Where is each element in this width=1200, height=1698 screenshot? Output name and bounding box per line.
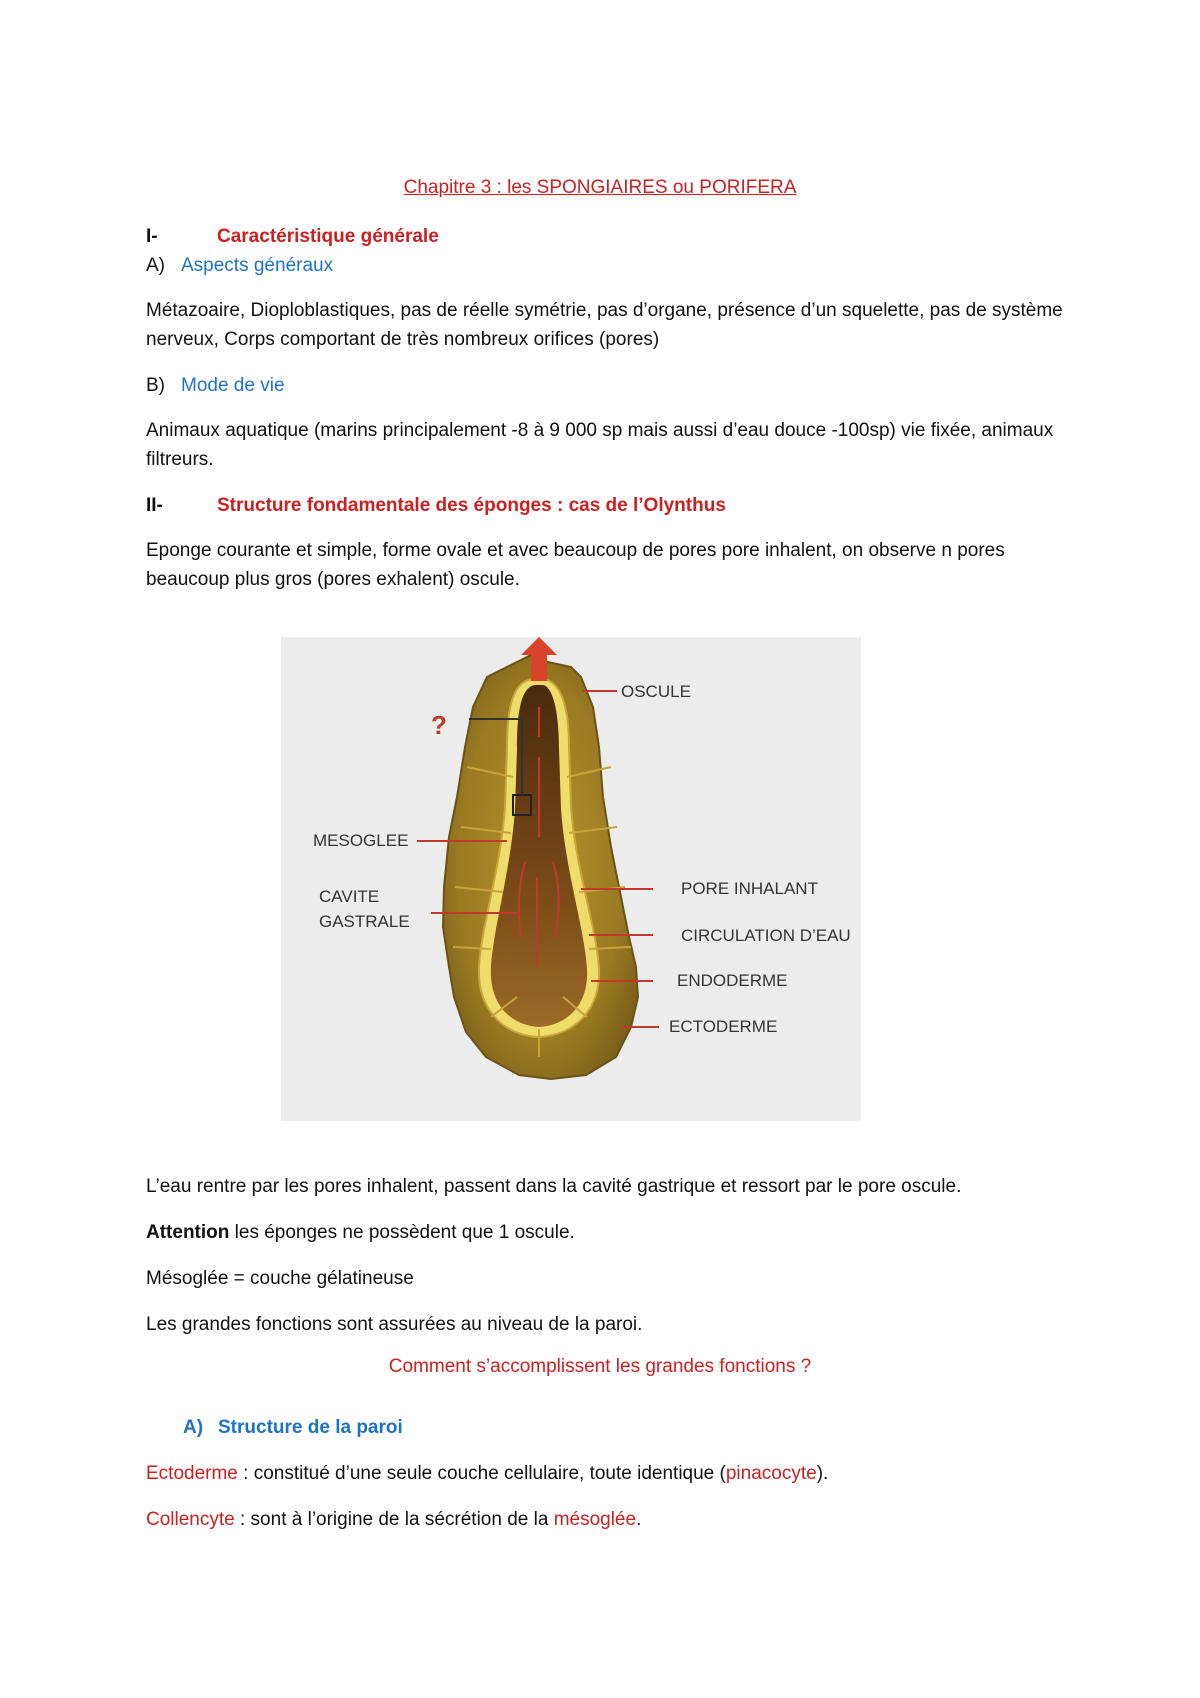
- label-circulation: CIRCULATION D’EAU: [681, 926, 851, 945]
- paragraph-mesoglee: Mésoglée = couche gélatineuse: [146, 1268, 414, 1289]
- attention-text: les éponges ne possèdent que 1 oscule.: [229, 1222, 575, 1243]
- paragraph-water-flow: L’eau rentre par les pores inhalent, passent dans la cavité gastrique et ressort par le pore oscule.: [146, 1176, 962, 1197]
- ectoderme-text-1: : constitué d’une seule couche cellulaire, toute identique (: [237, 1463, 726, 1484]
- subsection-heading-b: [146, 371, 1076, 400]
- term-collencyte: Collencyte: [146, 1509, 235, 1530]
- label-endoderme: ENDODERME: [677, 971, 788, 990]
- term-mesoglee: mésoglée: [553, 1509, 637, 1530]
- collencyte-text-1: : sont à l’origine de la sécrétion de la: [234, 1509, 554, 1530]
- section-heading-1: [146, 222, 1076, 251]
- subsection-number: A): [146, 255, 165, 276]
- subsection-title: Mode de vie: [181, 375, 285, 396]
- section-heading-2: [146, 491, 1076, 520]
- paragraph-aspects: Métazoaire, Dioploblastiques, pas de réelle symétrie, pas d’organe, présence d’un squelette, pas de système nerveux, Corps comportant de très nombreux orifices (pores): [146, 300, 1063, 350]
- paragraph-attention: [146, 1218, 1076, 1247]
- olynthus-diagram: [281, 637, 861, 1121]
- definition-ectoderme: [146, 1459, 1076, 1488]
- label-oscule: OSCULE: [621, 682, 691, 701]
- section-title: Structure fondamentale des éponges : cas de l’Olynthus: [217, 495, 726, 516]
- subsection-heading-a: [146, 251, 1076, 280]
- ectoderme-text-2: ).: [816, 1463, 829, 1484]
- section-number: I-: [146, 226, 158, 247]
- section-title: Caractéristique générale: [217, 226, 439, 247]
- subsection-number: A): [183, 1417, 204, 1438]
- label-ectoderme: ECTODERME: [669, 1017, 778, 1036]
- subsection-title: Aspects généraux: [181, 255, 334, 276]
- page-title: Chapitre 3 : les SPONGIAIRES ou PORIFERA: [403, 177, 797, 198]
- attention-word: Attention: [146, 1222, 230, 1243]
- collencyte-text-2: .: [636, 1509, 642, 1530]
- term-pinacocyte: pinacocyte: [725, 1463, 817, 1484]
- question-mark: ?: [431, 710, 447, 740]
- olynthus-svg: [281, 637, 861, 1121]
- term-ectoderme: Ectoderme: [146, 1463, 238, 1484]
- subsection-number: B): [146, 375, 165, 396]
- question-line: Comment s’accomplissent les grandes fonctions ?: [388, 1356, 812, 1377]
- definition-collencyte: [146, 1505, 1076, 1534]
- paragraph-fonctions: Les grandes fonctions sont assurées au niveau de la paroi.: [146, 1314, 643, 1335]
- paragraph-structure: Eponge courante et simple, forme ovale et avec beaucoup de pores pore inhalent, on observe n pores beaucoup plus gros (pores exhalent) oscule.: [146, 540, 1005, 590]
- subsection-title: Structure de la paroi: [218, 1417, 403, 1438]
- label-cavite: CAVITE: [319, 887, 380, 906]
- label-pore-inhalant: PORE INHALANT: [681, 879, 818, 898]
- section-number: II-: [146, 495, 163, 516]
- paragraph-mode-de-vie: Animaux aquatique (marins principalement -8 à 9 000 sp mais aussi d’eau douce -100sp) vie fixée, animaux filtreurs.: [146, 420, 1054, 470]
- label-mesoglee: MESOGLEE: [313, 831, 409, 850]
- subsection-heading-paroi: [183, 1413, 1113, 1442]
- label-gastrale: GASTRALE: [319, 912, 410, 931]
